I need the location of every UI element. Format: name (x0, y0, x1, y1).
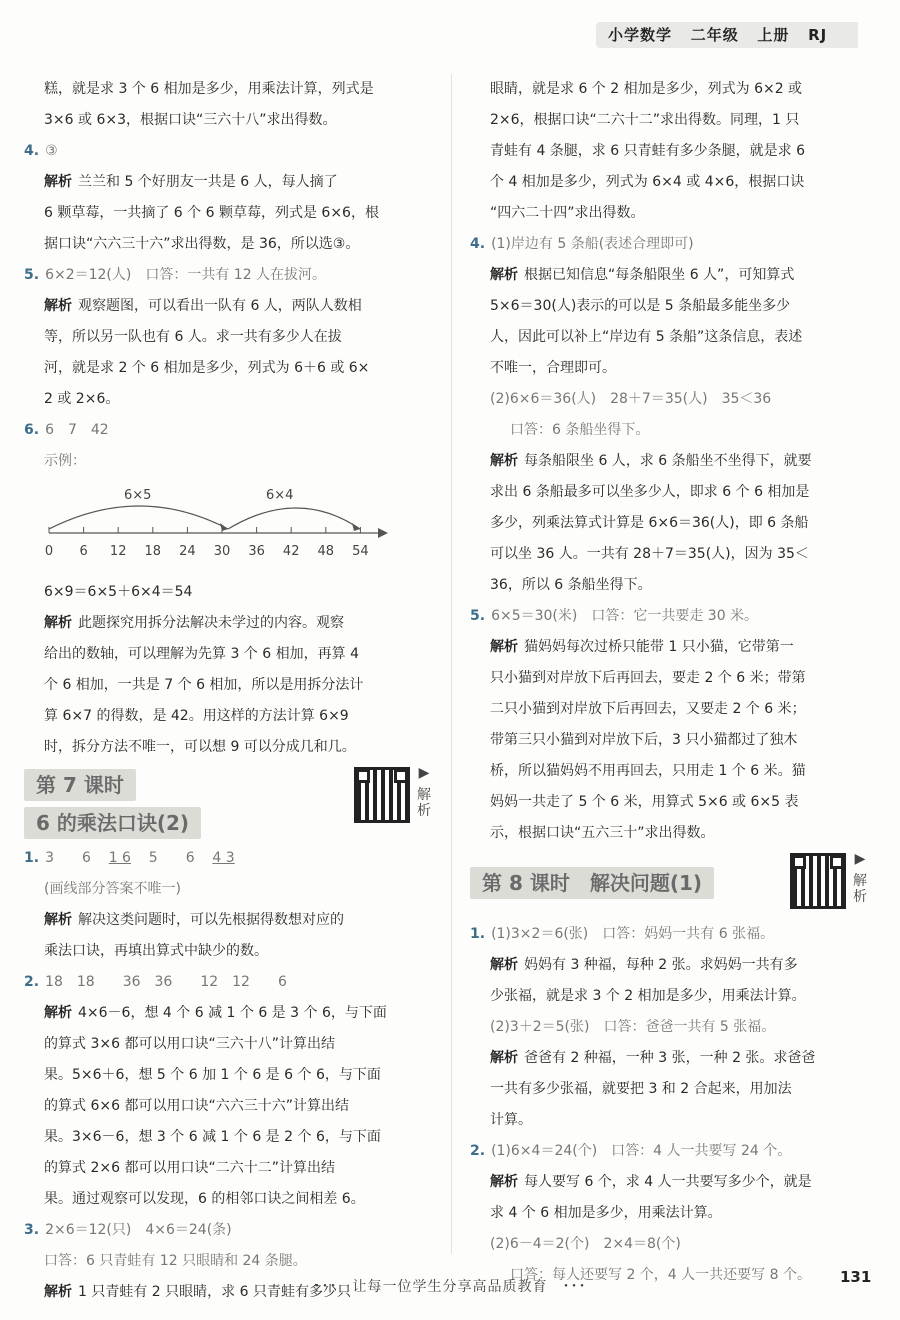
text-line: 个 4 相加是多少，列式为 6×4 或 4×6，根据口诀 (490, 174, 805, 190)
question-number: 2. (470, 1143, 486, 1159)
lesson7-question-1 (24, 843, 434, 874)
analysis-label: 解析 (44, 1005, 72, 1021)
text-line: 等，所以另一队也有 6 人。求一共有多少人在拔 (44, 329, 342, 345)
equation: 6×9＝6×5＋6×4＝54 (44, 584, 193, 600)
analysis (470, 1043, 880, 1074)
question-4 (470, 229, 880, 260)
analysis-label: 解析 (44, 912, 72, 928)
tick-label: 54 (352, 544, 369, 559)
oral-answer: 口答：每人还要写 2 个，4 人一共还要写 8 个。 (510, 1267, 811, 1283)
qr-label: 解析 (417, 787, 431, 819)
arc-6x4 (228, 508, 360, 529)
text: 每人要写 6 个，求 4 人一共要写多少个，就是 (524, 1174, 812, 1190)
tick-label: 42 (282, 544, 300, 559)
label-6x4: 6×4 (266, 488, 294, 503)
tick-label: 6 (79, 544, 88, 559)
analysis-label: 解析 (44, 1284, 72, 1300)
answer: 5 6 (148, 850, 195, 866)
arc-6x5 (49, 506, 228, 529)
play-icon: ▶ (418, 765, 430, 781)
text-line: 果。通过观察可以发现，6 的相邻口诀之间相差 6。 (44, 1191, 365, 1207)
qr-code[interactable] (790, 853, 846, 909)
text-line: 据口诀“六六三十六”求出得数，是 36，所以选③。 (44, 236, 360, 252)
axis-arrow (378, 528, 388, 538)
analysis-label: 解析 (490, 1050, 518, 1066)
arc-arrowhead (352, 523, 360, 531)
text: 此题探究用拆分法解决未学过的内容。观察 (78, 615, 344, 631)
text-line: 的算式 2×6 都可以用口诀“二六十二”计算出结 (44, 1160, 335, 1176)
underlined-answer: 1 6 (108, 850, 131, 866)
tick-label: 36 (248, 544, 265, 559)
analysis (470, 632, 880, 663)
text: 猫妈妈每次过桥只能带 1 只小猫，它带第一 (524, 639, 794, 655)
running-header (596, 22, 858, 48)
number-line-figure (24, 477, 434, 577)
question-5 (24, 260, 434, 291)
oral-answer: 口答：6 条船坐得下。 (510, 422, 650, 438)
text: 解决这类问题时，可以先根据得数想对应的 (78, 912, 344, 928)
header-volume: 上册 (757, 26, 790, 44)
lesson-7-subtitle: 6 的乘法口诀(2) (24, 807, 201, 839)
arc-arrowhead (220, 523, 228, 531)
text-line: 乘法口诀，再填出算式中缺少的数。 (44, 943, 268, 959)
text-line: 可以坐 36 人。一共有 28＋7＝35(人)，因为 35＜ (490, 546, 809, 562)
text-line: 时，拆分方法不唯一，可以想 9 可以分成几和几。 (44, 739, 356, 755)
qr-label: 解析 (853, 873, 867, 905)
question-number: 2. (24, 974, 40, 990)
tick-label: 18 (144, 544, 162, 559)
answer: 6 7 42 (45, 422, 109, 438)
note: (画线部分答案不唯一) (44, 881, 181, 897)
answer: (1)岸边有 5 条船(表述合理即可) (491, 236, 694, 252)
tick-label: 0 (44, 544, 54, 559)
text-line: 求 4 个 6 相加是多少，用乘法计算。 (490, 1205, 722, 1221)
question-number: 6. (24, 422, 40, 438)
text-line: 果。5×6＋6，想 5 个 6 加 1 个 6 是 6 个 6，与下面 (44, 1067, 381, 1083)
lesson-8-header (470, 849, 880, 919)
answer: ③ (45, 143, 58, 159)
text-line: 桥，所以猫妈妈不用再回去，只用走 1 个 6 米。猫 (490, 763, 806, 779)
question-number: 3. (24, 1222, 40, 1238)
question-5 (470, 601, 880, 632)
answer: (2)6－4＝2(个) 2×4＝8(个) (490, 1236, 681, 1252)
text-line: 36，所以 6 条船坐得下。 (490, 577, 652, 593)
analysis-label: 解析 (490, 639, 518, 655)
text-line: 青蛙有 4 条腿，求 6 只青蛙有多少条腿，就是求 6 (490, 143, 805, 159)
lesson8-question-2 (470, 1136, 880, 1167)
text-line: 6 颗草莓，一共摘了 6 个 6 颗草莓，列式是 6×6，根 (44, 205, 379, 221)
underlined-answer: 4 3 (212, 850, 235, 866)
lesson7-question-3 (24, 1215, 434, 1246)
example-label: 示例： (44, 453, 86, 469)
text-line: 不唯一，合理即可。 (490, 360, 616, 376)
text-line: 二只小猫到对岸放下后再回去，又要走 2 个 6 米； (490, 701, 806, 717)
analysis (470, 260, 880, 291)
header-grade: 二年级 (690, 26, 739, 44)
play-icon: ▶ (854, 851, 866, 867)
question-number: 5. (24, 267, 40, 283)
text-line: 一共有多少张福，就要把 3 和 2 合起来，用加法 (490, 1081, 792, 1097)
answer: (2)3＋2＝5(张) 口答：爸爸一共有 5 张福。 (490, 1019, 776, 1035)
question-number: 1. (24, 850, 40, 866)
lesson8-question-1 (470, 919, 880, 950)
answer: 6×5＝30(米) 口答：它一共要走 30 米。 (491, 608, 759, 624)
text: 每条船限坐 6 人，求 6 条船坐不坐得下，就要 (524, 453, 812, 469)
analysis (24, 998, 434, 1029)
answer: 3 6 (45, 850, 91, 866)
lesson-8-title: 第 8 课时 解决问题(1) (470, 867, 714, 899)
analysis (470, 950, 880, 981)
text: 1 只青蛙有 2 只眼睛，求 6 只青蛙有多少只 (78, 1284, 351, 1300)
analysis (470, 446, 880, 477)
qr-code[interactable] (354, 767, 410, 823)
analysis-label: 解析 (490, 1174, 518, 1190)
analysis-label: 解析 (44, 615, 72, 631)
left-column (24, 74, 434, 1308)
ticks-group (45, 527, 369, 559)
text-line: 糕，就是求 3 个 6 相加是多少，用乘法计算，列式是 (44, 81, 374, 97)
text-line: 河，就是求 2 个 6 相加是多少，列式为 6＋6 或 6× (44, 360, 370, 376)
lesson-7-header (24, 763, 434, 843)
answer: (1)6×4＝24(个) 口答：4 人一共要写 24 个。 (491, 1143, 792, 1159)
analysis-label: 解析 (44, 298, 72, 314)
text: 妈妈有 3 种福，每种 2 张。求妈妈一共有多 (524, 957, 798, 973)
tick-label: 24 (179, 544, 196, 559)
analysis (470, 1167, 880, 1198)
text-line: 计算。 (490, 1112, 532, 1128)
text-line: 只小猫到对岸放下后再回去，要走 2 个 6 米；带第 (490, 670, 806, 686)
text-line: 的算式 3×6 都可以用口诀“三六十八”计算出结 (44, 1036, 335, 1052)
analysis-label: 解析 (490, 453, 518, 469)
question-6 (24, 415, 434, 446)
text-line: “四六二十四”求出得数。 (490, 205, 645, 221)
answer: 18 18 36 36 12 12 6 (45, 974, 287, 990)
text-line: 妈妈一共走了 5 个 6 米，用算式 5×6 或 6×5 表 (490, 794, 799, 810)
text-line: 带第三只小猫到对岸放下后，3 只小猫都过了独木 (490, 732, 798, 748)
answer: (1)3×2＝6(张) 口答：妈妈一共有 6 张福。 (491, 926, 775, 942)
text-line: 个 6 相加，一共是 7 个 6 相加，所以是用拆分法计 (44, 677, 364, 693)
text-line: 2×6，根据口诀“二六十二”求出得数。同理，1 只 (490, 112, 800, 128)
text: 观察题图，可以看出一队有 6 人，两队人数相 (78, 298, 362, 314)
page-number: 131 (840, 1268, 872, 1286)
answer: 6×2＝12(人) 口答：一共有 12 人在拔河。 (45, 267, 327, 283)
analysis (24, 905, 434, 936)
oral-answer: 口答：6 只青蛙有 12 只眼睛和 24 条腿。 (44, 1253, 307, 1269)
label-6x5: 6×5 (124, 488, 152, 503)
analysis-label: 解析 (44, 174, 72, 190)
right-column (470, 74, 880, 1291)
text-line: 5×6＝30(人)表示的可以是 5 条船最多能坐多少 (490, 298, 791, 314)
answer: (2)6×6＝36(人) 28＋7＝35(人) 35＜36 (490, 391, 772, 407)
question-number: 1. (470, 926, 486, 942)
text: 根据已知信息“每条船限坐 6 人”，可知算式 (524, 267, 795, 283)
text-line: 给出的数轴，可以理解为先算 3 个 6 相加，再算 4 (44, 646, 359, 662)
header-edition: RJ (808, 26, 828, 44)
text-line: 的算式 6×6 都可以用口诀“六六三十六”计算出结 (44, 1098, 349, 1114)
header-subject: 小学数学 (608, 26, 673, 44)
analysis (24, 167, 434, 198)
analysis (24, 608, 434, 639)
text-line: 2 或 2×6。 (44, 391, 120, 407)
text-line: 求出 6 条船最多可以坐多少人，即求 6 个 6 相加是 (490, 484, 810, 500)
analysis (24, 291, 434, 322)
tick-label: 30 (213, 544, 231, 559)
analysis-label: 解析 (490, 957, 518, 973)
text-line: 少张福，就是求 3 个 2 相加是多少，用乘法计算。 (490, 988, 806, 1004)
text: 兰兰和 5 个好朋友一共是 6 人，每人摘了 (78, 174, 338, 190)
column-divider (451, 74, 452, 1254)
tick-label: 12 (109, 544, 127, 559)
text-line: 果。3×6－6，想 3 个 6 减 1 个 6 是 2 个 6，与下面 (44, 1129, 381, 1145)
text-line: 眼睛，就是求 6 个 2 相加是多少，列式为 6×2 或 (490, 81, 803, 97)
answer: 2×6＝12(只) 4×6＝24(条) (45, 1222, 232, 1238)
footer-slogan: ･･･ 让每一位学生分享高品质教育 ･･･ (313, 1279, 587, 1295)
text-line: 示，根据口诀“五六三十”求出得数。 (490, 825, 715, 841)
text-line: 3×6 或 6×3，根据口诀“三六十八”求出得数。 (44, 112, 337, 128)
text-line: 算 6×7 的得数，是 42。用这样的方法计算 6×9 (44, 708, 349, 724)
text-line: 人，因此可以补上“岸边有 5 条船”这条信息，表述 (490, 329, 803, 345)
text-line: 多少，列乘法算式计算是 6×6＝36(人)，即 6 条船 (490, 515, 809, 531)
text: 4×6－6，想 4 个 6 减 1 个 6 是 3 个 6，与下面 (78, 1005, 387, 1021)
text: 爸爸有 2 种福，一种 3 张，一种 2 张。求爸爸 (524, 1050, 816, 1066)
tick-label: 48 (317, 544, 335, 559)
question-number: 5. (470, 608, 486, 624)
question-4 (24, 136, 434, 167)
lesson7-question-2 (24, 967, 434, 998)
question-number: 4. (24, 143, 40, 159)
question-number: 4. (470, 236, 486, 252)
lesson-7-title: 第 7 课时 (24, 769, 136, 801)
analysis-label: 解析 (490, 267, 518, 283)
